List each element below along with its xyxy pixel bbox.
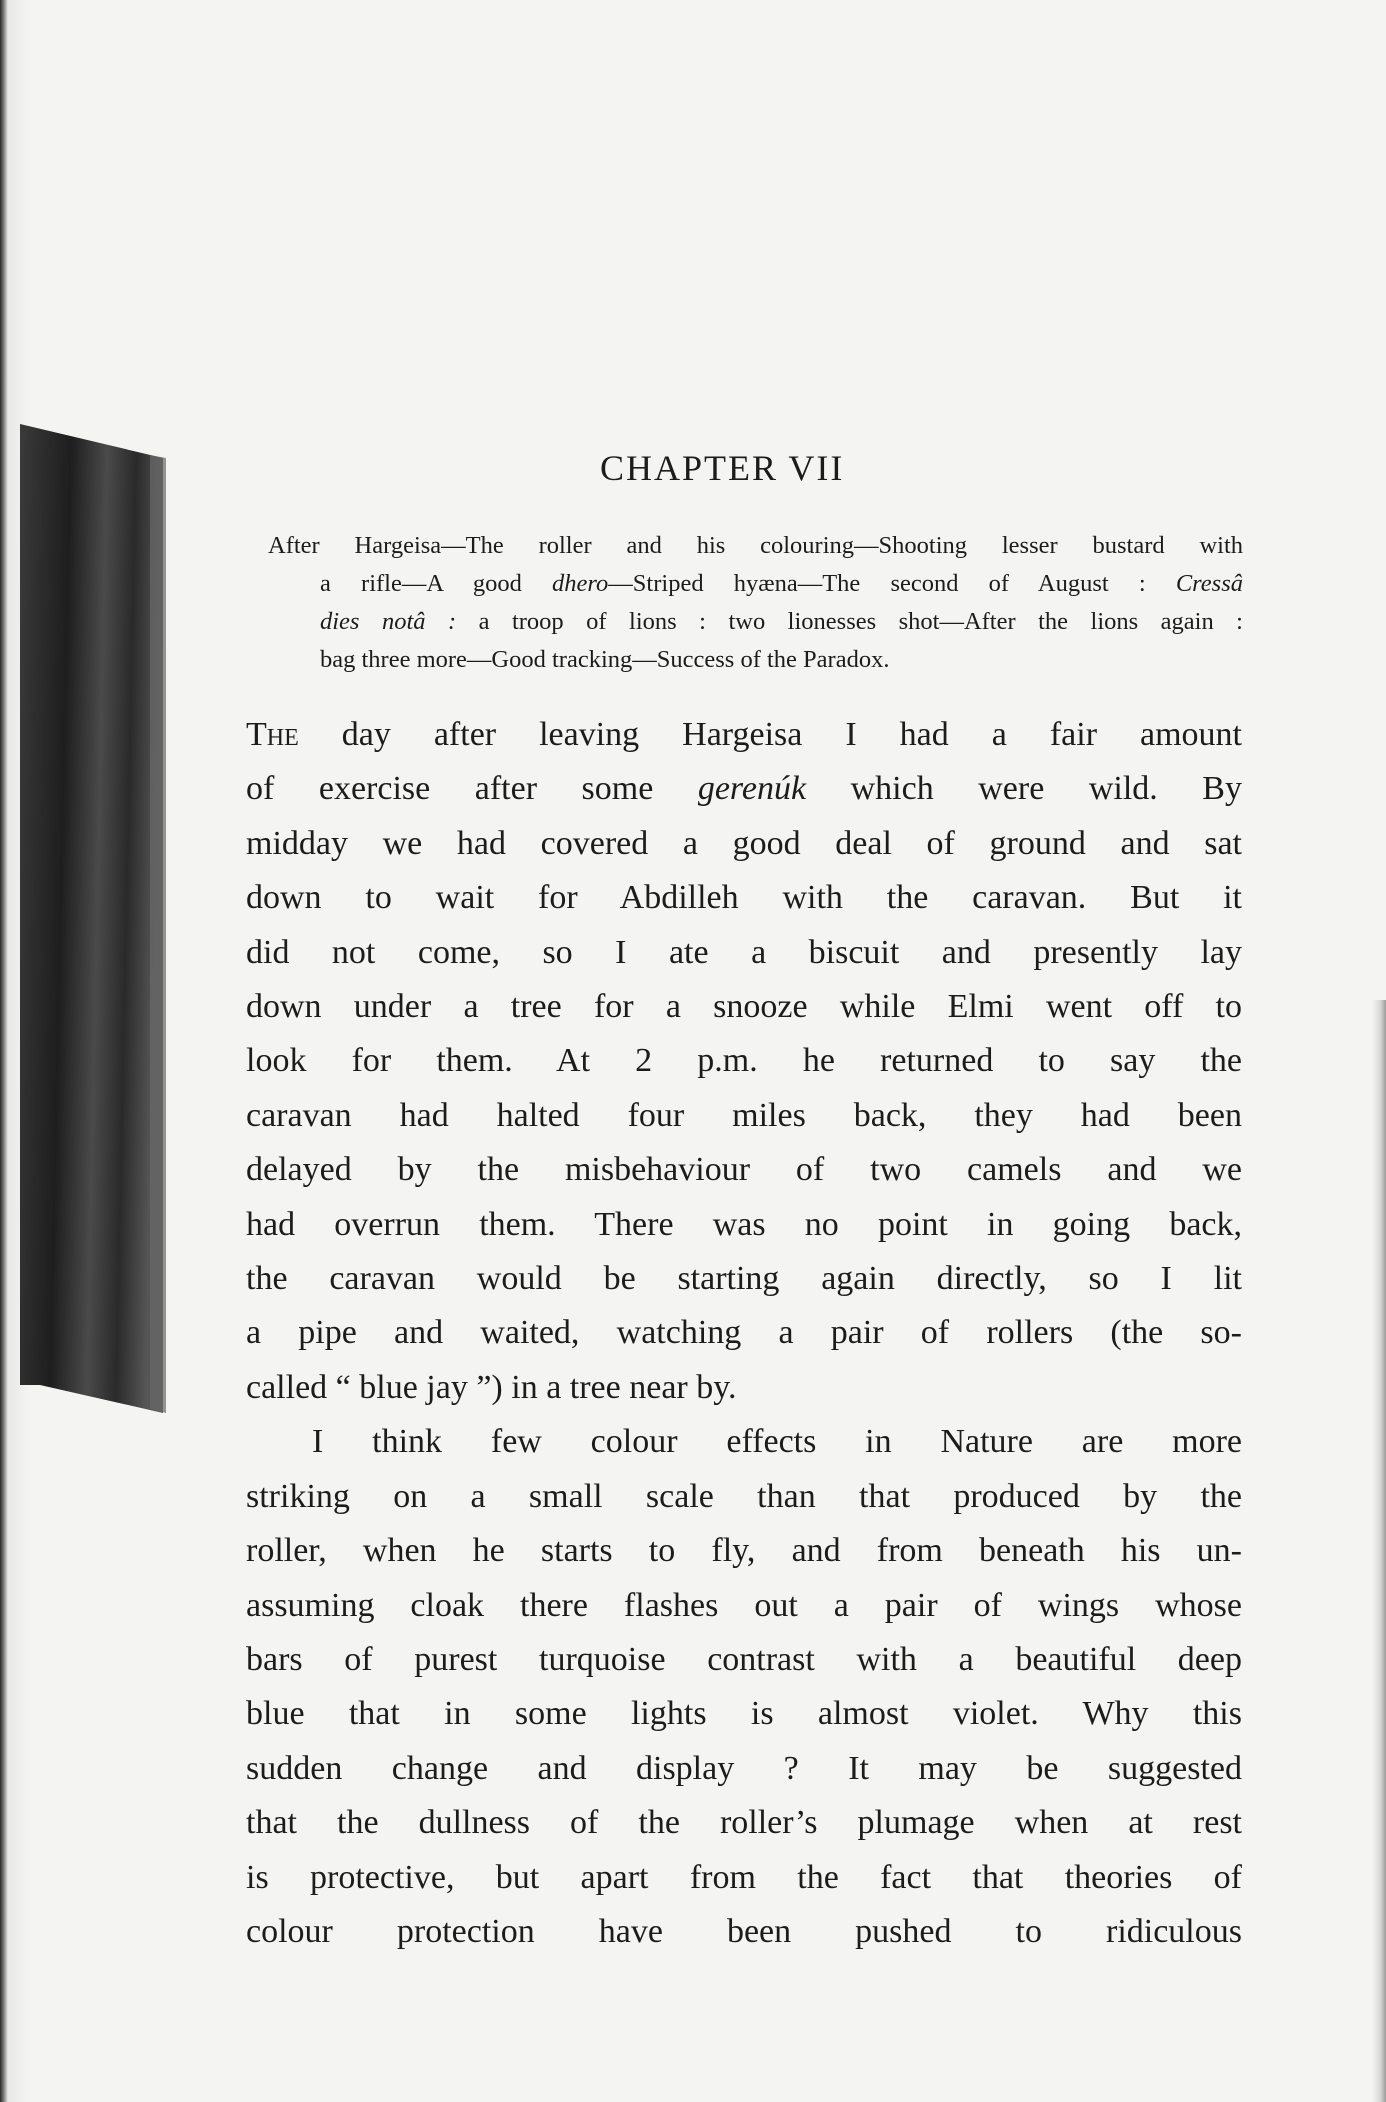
text-line: is protective, but apart from the fact that theories of: [246, 1858, 1242, 1896]
text-line: a pipe and waited, watching a pair of rollers (the so-: [246, 1314, 1242, 1352]
text-line: called “ blue jay ”) in a tree near by.: [246, 1368, 737, 1406]
text-line: did not come, so I ate a biscuit and presently lay: [246, 933, 1242, 971]
text-line: colour protection have been pushed to ridiculous: [246, 1912, 1242, 1950]
chapter-title: CHAPTER VII: [600, 448, 845, 488]
text-line: down under a tree for a snooze while Elmi went off to: [246, 988, 1242, 1026]
text-line: blue that in some lights is almost violet. Why this: [246, 1695, 1242, 1733]
body-text: [246, 708, 1242, 1959]
text-line: delayed by the misbehaviour of two camels and we: [246, 1151, 1242, 1189]
summary-line: a rifle—A good dhero—Striped hyæna—The second of August : Cressâ: [320, 570, 1243, 597]
text-line: look for them. At 2 p.m. he returned to say the: [246, 1042, 1242, 1080]
summary-line: After Hargeisa—The roller and his colouring—Shooting lesser bustard with: [268, 532, 1243, 559]
text-line: bars of purest turquoise contrast with a beautiful deep: [246, 1640, 1242, 1678]
summary-line: dies notâ : a troop of lions : two lionesses shot—After the lions again :: [320, 608, 1243, 635]
text-line: roller, when he starts to fly, and from beneath his un-: [246, 1532, 1242, 1570]
text-line: sudden change and display ? It may be suggested: [246, 1749, 1242, 1787]
text-line: that the dullness of the roller’s plumage when at rest: [246, 1804, 1242, 1842]
text-line: had overrun them. There was no point in going back,: [246, 1205, 1242, 1243]
text-line: striking on a small scale than that produced by the: [246, 1477, 1242, 1515]
text-line: I think few colour effects in Nature are more: [312, 1423, 1242, 1461]
text-line: midday we had covered a good deal of ground and sat: [246, 824, 1242, 862]
summary-line: bag three more—Good tracking—Success of the Paradox.: [320, 646, 890, 673]
text-line: assuming cloak there flashes out a pair of wings whose: [246, 1586, 1242, 1624]
page-right-edge: [1372, 1000, 1386, 2102]
text-line: caravan had halted four miles back, they had been: [246, 1096, 1242, 1134]
text-line: The day after leaving Hargeisa I had a fair amount: [246, 716, 1242, 753]
text-line: the caravan would be starting again directly, so I lit: [246, 1260, 1242, 1298]
chapter-summary: [268, 527, 1243, 679]
drop-word: The: [246, 716, 299, 753]
text-line: down to wait for Abdilleh with the caravan. But it: [246, 879, 1242, 917]
text-line: of exercise after some gerenúk which were wild. By: [246, 770, 1242, 808]
page-left-edge: [0, 0, 30, 2102]
